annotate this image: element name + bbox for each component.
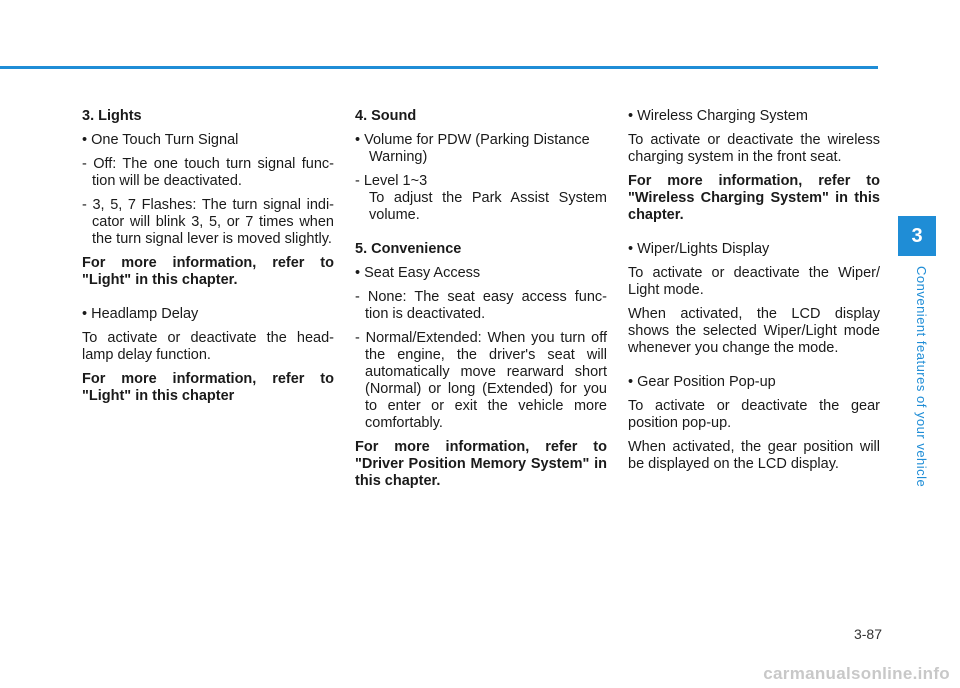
text-headlamp-delay: To activate or deactivate the head- lamp delay function. [82, 330, 334, 363]
page-number: 3-87 [853, 626, 882, 642]
chapter-title-label: Convenient features of your vehicle [914, 266, 929, 488]
list-item-off: - Off: The one touch turn signal func- tion will be deactivated. [82, 156, 334, 189]
reference-light-2: For more information, refer to "Light" in this chapter [82, 371, 334, 404]
text-level: To adjust the Park Assist System volume. [369, 190, 607, 223]
list-item-normal-extended: - Normal/Extended: When you turn off the engine, the driver's seat will automatically move rearward short (Normal) or long (Extended) for you to enter or exit the vehicle more comfortably. [355, 330, 607, 431]
bullet-headlamp-delay: • Headlamp Delay [82, 306, 199, 322]
reference-wireless-charging: For more information, refer to "Wireless Charging System" in this chapter. [628, 173, 880, 223]
bullet-gear-position-popup: • Gear Position Pop-up [628, 374, 776, 390]
section-heading-sound: 4. Sound [355, 108, 417, 124]
watermark-text: carmanualsonline.info [763, 664, 950, 683]
section-heading-convenience: 5. Convenience [355, 241, 462, 257]
text-wiper-lights-2: When activated, the LCD display shows the selected Wiper/Light mode whenever you change the mode. [628, 306, 880, 356]
list-item-level: - Level 1~3 [355, 173, 428, 189]
text-wireless-charging: To activate or deactivate the wireless charging system in the front seat. [628, 132, 880, 165]
text-wiper-lights-1: To activate or deactivate the Wiper/ Light mode. [628, 265, 880, 298]
reference-light-1: For more information, refer to "Light" in this chapter. [82, 255, 334, 288]
column-right [628, 108, 880, 480]
bullet-wiper-lights-display: • Wiper/Lights Display [628, 241, 770, 257]
section-heading-lights: 3. Lights [82, 108, 142, 124]
text-gear-position-1: To activate or deactivate the gear position pop-up. [628, 398, 880, 431]
chapter-number-tab: 3 [898, 216, 936, 256]
column-left [82, 108, 334, 412]
bullet-wireless-charging: • Wireless Charging System [628, 108, 808, 124]
header-rule [0, 66, 878, 69]
list-item-none: - None: The seat easy access func- tion is deactivated. [355, 289, 607, 322]
reference-driver-position-memory: For more information, refer to "Driver Position Memory System" in this chapter. [355, 439, 607, 489]
text-gear-position-2: When activated, the gear position will be displayed on the LCD display. [628, 439, 880, 472]
column-middle [355, 108, 607, 497]
bullet-volume-pdw: • Volume for PDW (Parking Distance Warning) [355, 132, 590, 165]
list-item-flashes: - 3, 5, 7 Flashes: The turn signal indi- cator will blink 3, 5, or 7 times when the turn signal lever is moved slightly. [82, 197, 334, 247]
bullet-one-touch-turn-signal: • One Touch Turn Signal [82, 132, 239, 148]
bullet-seat-easy-access: • Seat Easy Access [355, 265, 481, 281]
